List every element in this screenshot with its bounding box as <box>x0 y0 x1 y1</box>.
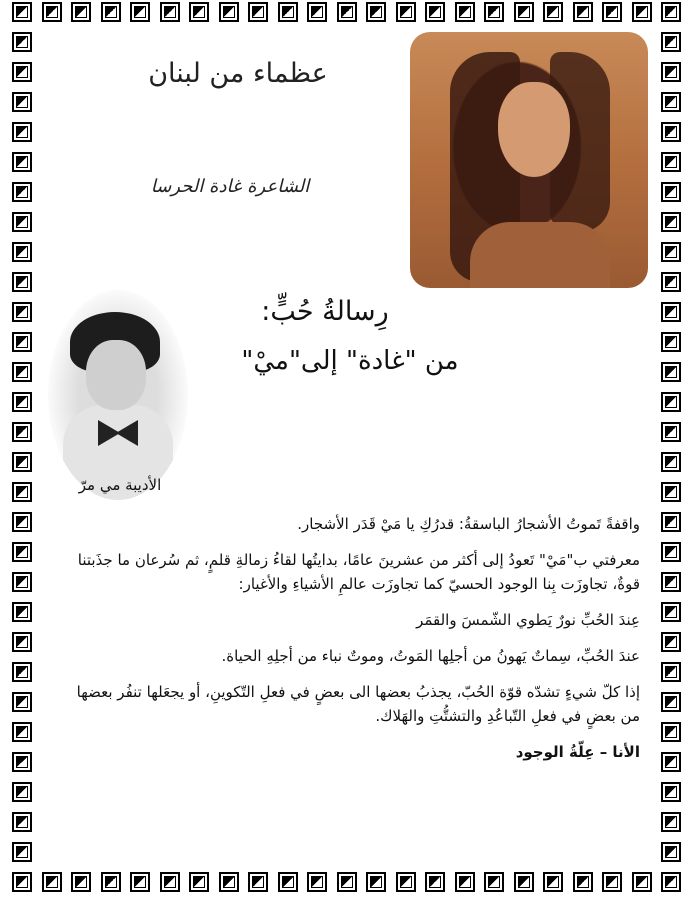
border-tile-icon <box>12 62 32 82</box>
border-tile-icon <box>12 122 32 142</box>
border-tile-icon <box>661 422 681 442</box>
border-tile-icon <box>661 362 681 382</box>
poet-subtitle: الشاعرة غادة الحرسا <box>150 176 310 197</box>
border-tile-icon <box>278 872 298 892</box>
border-tile-icon <box>12 362 32 382</box>
border-tile-icon <box>160 2 180 22</box>
border-tile-icon <box>484 872 504 892</box>
paragraph: إذا كلّ شيءٍ تشدّه قوّة الحُبّ، يجذبُ بعضها الى بعضٍ في فعلِ التّكوينِ، أو يجعَلها تنفُر بعضها من بعضٍ في فعلِ التّباعُدِ والتشتُّتِ والهَلاك. <box>76 683 640 725</box>
border-tile-icon <box>543 872 563 892</box>
border-tile-icon <box>455 2 475 22</box>
border-tile-icon <box>661 812 681 832</box>
border-tile-icon <box>12 212 32 232</box>
border-tile-icon <box>337 872 357 892</box>
border-tile-icon <box>455 872 475 892</box>
border-tile-icon <box>661 782 681 802</box>
border-tile-icon <box>12 152 32 172</box>
border-tile-icon <box>12 92 32 112</box>
border-tile-icon <box>71 2 91 22</box>
border-tile-icon <box>661 272 681 292</box>
border-tile-icon <box>101 872 121 892</box>
closing-line: الأنا – عِلّةُ الوجود <box>515 743 640 761</box>
border-tile-icon <box>661 842 681 862</box>
border-tile-icon <box>602 2 622 22</box>
border-tile-icon <box>12 872 32 892</box>
border-tile-icon <box>12 752 32 772</box>
border-tile-icon <box>366 872 386 892</box>
border-tile-icon <box>130 872 150 892</box>
border-tile-icon <box>661 602 681 622</box>
border-tile-icon <box>661 92 681 112</box>
border-tile-icon <box>661 332 681 352</box>
border-tile-icon <box>189 872 209 892</box>
letter-body <box>55 512 640 776</box>
border-tile-icon <box>12 782 32 802</box>
page-title: عظماء من لبنان <box>148 58 328 89</box>
border-tile-icon <box>248 872 268 892</box>
border-tile-icon <box>661 212 681 232</box>
border-tile-icon <box>101 2 121 22</box>
paragraph: عِندَ الحُبِّ نورٌ يَطوي الشّمسَ والقمَر <box>416 611 640 629</box>
border-tile-icon <box>661 632 681 652</box>
border-tile-icon <box>661 122 681 142</box>
border-tile-icon <box>543 2 563 22</box>
border-tile-icon <box>12 632 32 652</box>
border-tile-icon <box>514 872 534 892</box>
border-tile-icon <box>12 272 32 292</box>
border-tile-icon <box>12 32 32 52</box>
letter-subtitle: من "غادة" إلى"ميْ" <box>241 346 459 376</box>
border-tile-icon <box>661 692 681 712</box>
border-tile-icon <box>396 2 416 22</box>
border-tile-icon <box>661 242 681 262</box>
border-tile-icon <box>661 482 681 502</box>
border-tile-icon <box>219 2 239 22</box>
border-tile-icon <box>12 602 32 622</box>
border-tile-icon <box>661 392 681 412</box>
border-tile-icon <box>12 722 32 742</box>
border-tile-icon <box>130 2 150 22</box>
border-tile-icon <box>661 752 681 772</box>
border-tile-icon <box>12 332 32 352</box>
border-tile-icon <box>661 152 681 172</box>
border-tile-icon <box>42 872 62 892</box>
border-tile-icon <box>12 812 32 832</box>
border-tile-icon <box>12 482 32 502</box>
portrait-ghada <box>410 32 648 288</box>
border-right <box>661 32 681 862</box>
border-tile-icon <box>307 872 327 892</box>
letter-title: رِسالةُ حُبٍّ: <box>261 296 389 327</box>
border-tile-icon <box>661 302 681 322</box>
border-left <box>12 32 32 862</box>
border-tile-icon <box>632 872 652 892</box>
border-tile-icon <box>366 2 386 22</box>
border-tile-icon <box>661 2 681 22</box>
border-tile-icon <box>248 2 268 22</box>
border-tile-icon <box>12 662 32 682</box>
border-tile-icon <box>573 2 593 22</box>
border-tile-icon <box>425 872 445 892</box>
border-tile-icon <box>661 872 681 892</box>
border-tile-icon <box>661 722 681 742</box>
border-tile-icon <box>307 2 327 22</box>
border-tile-icon <box>484 2 504 22</box>
border-tile-icon <box>12 842 32 862</box>
border-top <box>12 2 681 22</box>
border-tile-icon <box>12 2 32 22</box>
border-tile-icon <box>661 572 681 592</box>
border-tile-icon <box>219 872 239 892</box>
border-tile-icon <box>661 62 681 82</box>
portrait-caption: الأديبة مي مرّ <box>78 476 162 494</box>
border-bottom <box>12 872 681 892</box>
border-tile-icon <box>661 32 681 52</box>
border-tile-icon <box>12 182 32 202</box>
border-tile-icon <box>396 872 416 892</box>
border-tile-icon <box>12 512 32 532</box>
border-tile-icon <box>661 662 681 682</box>
portrait-may <box>48 290 188 500</box>
border-tile-icon <box>12 302 32 322</box>
border-tile-icon <box>189 2 209 22</box>
border-tile-icon <box>632 2 652 22</box>
paragraph: معرفتي ب"مَيْ" تَعودُ إلى أكثر من عشرينَ عامًا، بدايتُها لقاءُ زمالةِ قلمٍ، ثم سُرعان ما جذَبتنا قوةٌ، تجاوزَت بِنا الوجود الحسيّ كما تجاوزَت عالمِ الأشياءِ والأغيار: <box>77 551 640 593</box>
paragraph: عندَ الحُبِّ، سِماتٌ يَهونُ من أجلِها المَوتُ، وموتٌ نباء من أجلِهِ الحياة. <box>221 647 640 665</box>
border-tile-icon <box>337 2 357 22</box>
border-tile-icon <box>12 392 32 412</box>
border-tile-icon <box>602 872 622 892</box>
border-tile-icon <box>573 872 593 892</box>
border-tile-icon <box>661 542 681 562</box>
border-tile-icon <box>278 2 298 22</box>
border-tile-icon <box>425 2 445 22</box>
border-tile-icon <box>71 872 91 892</box>
border-tile-icon <box>514 2 534 22</box>
border-tile-icon <box>661 452 681 472</box>
border-tile-icon <box>12 542 32 562</box>
border-tile-icon <box>42 2 62 22</box>
border-tile-icon <box>661 512 681 532</box>
border-tile-icon <box>661 182 681 202</box>
border-tile-icon <box>12 572 32 592</box>
border-tile-icon <box>12 422 32 442</box>
paragraph: واقفةً تَموتُ الأشجارُ الباسقةُ: قدرُكِ يا مَيْ قَدَر الأشجار. <box>297 515 640 533</box>
border-tile-icon <box>160 872 180 892</box>
border-tile-icon <box>12 242 32 262</box>
border-tile-icon <box>12 692 32 712</box>
border-tile-icon <box>12 452 32 472</box>
